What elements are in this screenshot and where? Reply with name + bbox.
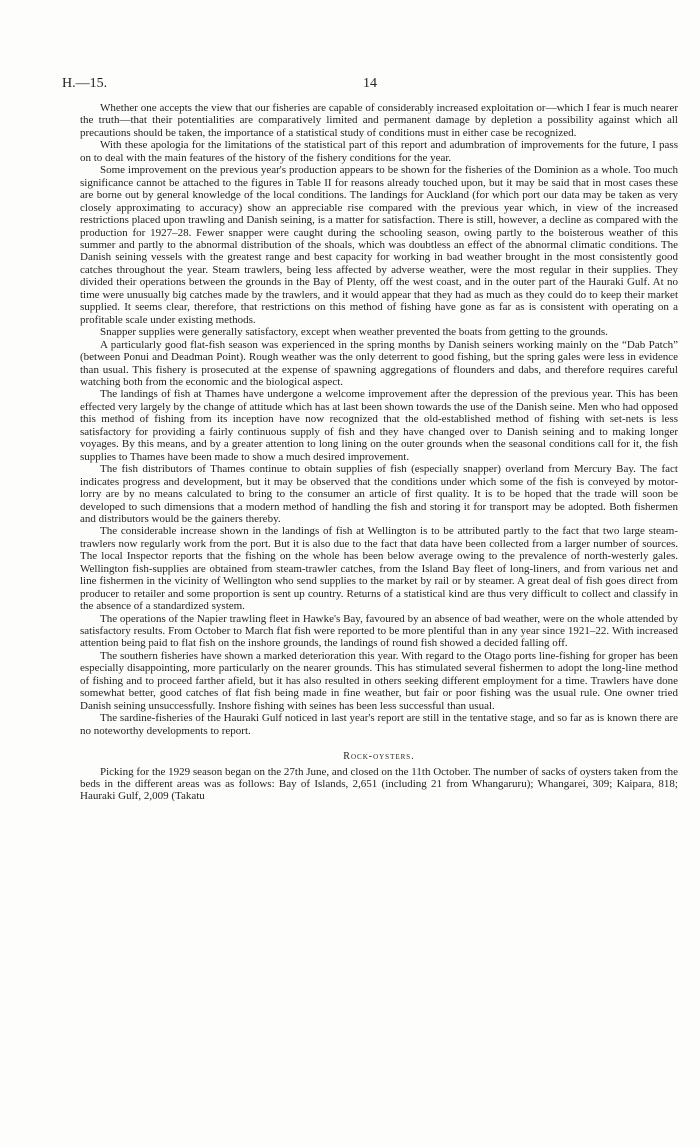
paragraph: Some improvement on the previous year's production appears to be shown for the fisheries of the Dominion as a whole. Too much significance cannot be attached to the figures in Table II for reasons already touched upon, but it may be said that in most cases these are borne out by general knowledge of the local conditions. The landings for Auckland (for which port our data may be taken as very closely approximating to accuracy) show an appreciable rise compared with the previous year which, in view of the increased restrictions placed upon trawling and Danish seining, is a matter for satisfaction. There is still, however, a decline as compared with the production for 1927–28. Fewer snapper were caught during the schooling season, owing partly to the boisterous weather of this summer and partly to the abnormal distribution of the shoals, which was doubtless an effect of the abnormal climatic conditions. The Danish seining vessels with the greatest range and best capacity for working in bad weather brought in the most consistently good catches throughout the year. Steam trawlers, being less affected by adverse weather, were the most regular in their supplies. They divided their operations between the grounds in the Bay of Plenty, off the west coast, and in the outer part of the Hauraki Gulf. At no time were unusually big catches made by the trawlers, and it would appear that they had as much as they could do to keep their market supplied. It seems clear, therefore, that restrictions on this method of fishing have gone as far as is consistent with operating on a profitable scale under existing methods. [80, 164, 678, 326]
document-reference: H.—15. [62, 76, 108, 91]
paragraph: A particularly good flat-fish season was experienced in the spring months by Danish seiners working mainly on the “Dab Patch” (between Ponui and Deadman Point). Rough weather was the only deterrent to good fishing, but the spring gales were less in evidence than usual. This fishery is prosecuted at the expense of spawning aggregations of flounders and dabs, and therefore requires careful watching both from the economic and the biological aspect. [80, 338, 678, 388]
running-header [62, 76, 678, 98]
paragraph: The fish distributors of Thames continue to obtain supplies of fish (especially snapper) overland from Mercury Bay. The fact indicates progress and development, but it may be observed that the conditions under which some of the fish is conveyed by motor-lorry are by no means calculated to bring to the consumer an article of first quality. It is to be hoped that the trade will soon be developed to such dimensions that a modern method of handling the fish and storing it for transport may be adopted. Both fishermen and distributors would be the gainers thereby. [80, 463, 678, 525]
paragraph: The operations of the Napier trawling fleet in Hawke's Bay, favoured by an absence of bad weather, were on the whole attended by satisfactory results. From October to March flat fish were reported to be more plentiful than in any year since 1921–22. With increased attention being paid to flat fish on the inshore grounds, the landings of round fish showed a decided falling off. [80, 612, 678, 650]
page-number: 14 [363, 76, 377, 91]
paragraph: The landings of fish at Thames have undergone a welcome improvement after the depression of the previous year. This has been effected very largely by the change of attitude which has at last been shown towards the use of the Danish seine. Men who had opposed this method of fishing from its inception have now recognized that the old-established method of fishing with set-nets is less satisfactory for providing a fairly continuous supply of fish and they have changed over to Danish seining and to making longer voyages. By this means, and by a greater attention to long lining on the outer grounds when the seasonal conditions call for it, the fish supplies to Thames have been made to show a much desired improvement. [80, 388, 678, 463]
paragraph: Picking for the 1929 season began on the 27th June, and closed on the 11th October. The number of sacks of oysters taken from the beds in the different areas was as follows: Bay of Islands, 2,651 (including 21 from Whangaruru); Whangarei, 309; Kaipara, 818; Hauraki Gulf, 2,009 (Takatu [80, 765, 678, 803]
section-heading: Rock-oysters. [343, 751, 415, 763]
paragraph: Whether one accepts the view that our fisheries are capable of considerably increased exploitation or—which I fear is much nearer the truth—that their potentialities are comparatively limited and permanent damage by depletion a possibility against which all precautions should be taken, the importance of a statistical study of conditions must in either case be recognized. [80, 102, 678, 139]
paragraph: Snapper supplies were generally satisfactory, except when weather prevented the boats from getting to the grounds. [100, 326, 608, 339]
body-text [80, 102, 678, 803]
paragraph: The sardine-fisheries of the Hauraki Gulf noticed in last year's report are still in the tentative stage, and so far as is known there are no noteworthy developments to report. [80, 712, 678, 737]
paragraph: The considerable increase shown in the landings of fish at Wellington is to be attributed partly to the fact that two large steam-trawlers now regularly work from the port. But it is also due to the fact that data have been collected from a larger number of sources. The local Inspector reports that the fishing on the whole has been below average owing to the prevalence of north-westerly gales. Wellington fish-supplies are obtained from steam-trawler catches, from the Island Bay fleet of long-liners, and from various net and line fishermen in the vicinity of Wellington who send supplies to the market by rail or by steamer. A great deal of fish goes direct from producer to retailer and some proportion is sent up country. Returns of a statistical kind are thus very difficult to collect and classify in the absence of a standardized system. [80, 525, 678, 613]
paragraph: The southern fisheries have shown a marked deterioration this year. With regard to the Otago ports line-fishing for groper has been especially disappointing, more particularly on the nearer grounds. This has stimulated several fishermen to adopt the long-line method of fishing and to proceed farther afield, but it has also resulted in others seeking different employment for a time. Trawlers have done somewhat better, good catches of flat fish being made in fine weather, but fair or poor fishing was the usual rule. One owner tried Danish seining unsuccessfully. Inshore fishing with seines has been less successful than usual. [80, 649, 678, 712]
paragraph: With these apologia for the limitations of the statistical part of this report and adumbration of improvements for the future, I pass on to deal with the main features of the history of the fishery conditions for the year. [80, 139, 678, 164]
